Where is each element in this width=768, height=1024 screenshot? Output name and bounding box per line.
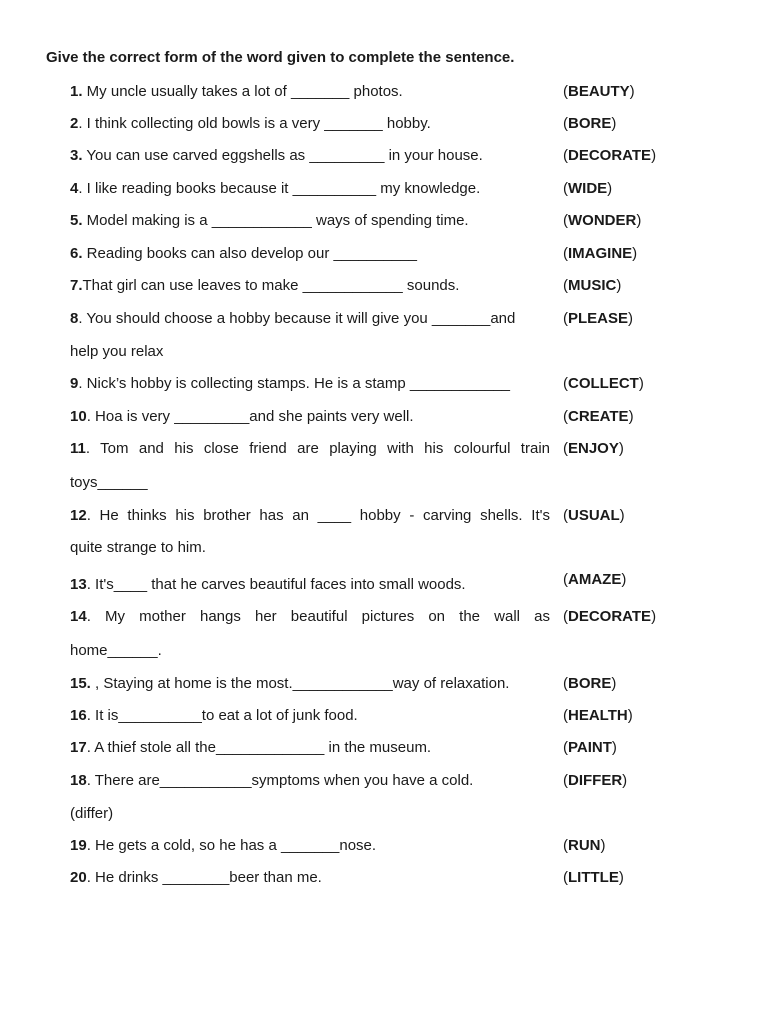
question-text: My uncle usually takes a lot of _______ photos. (82, 83, 403, 100)
question-number: 12 (70, 507, 87, 524)
word-hint-16: (HEALTH) (563, 707, 633, 724)
word-hint-9: (COLLECT) (563, 375, 644, 392)
word-hint-4: (WIDE) (563, 180, 613, 197)
question-14 (70, 607, 550, 627)
word-hint: ENJOY (568, 440, 619, 457)
question-5 (70, 211, 550, 231)
question-number: 4 (70, 180, 79, 197)
question-text: . Nick’s hobby is collecting stamps. He is a stamp ____________ (78, 375, 510, 392)
word-hint-10: (CREATE) (563, 408, 634, 425)
question-9 (70, 374, 550, 394)
question-text: . Tom and his close friend are playing with his colourful train (85, 440, 550, 457)
question-number: 8 (70, 310, 79, 327)
word-hint-2: (BORE) (563, 115, 617, 132)
question-number: 13 (70, 576, 87, 593)
word-hint-7: (MUSIC) (563, 277, 622, 294)
question-text: . I think collecting old bowls is a very _______ hobby. (78, 115, 431, 132)
question-text: . He gets a cold, so he has a _______nose. (86, 837, 377, 854)
word-hint: IMAGINE (568, 245, 633, 262)
question-number: 1. (70, 83, 83, 100)
question-1 (70, 82, 550, 102)
question-number: 15. (70, 675, 91, 692)
question-text: . There are___________symptoms when you have a cold. (86, 772, 474, 789)
question-4 (70, 179, 550, 199)
word-hint: WONDER (568, 212, 637, 229)
question-text: You can use carved eggshells as _________ in your house. (82, 147, 483, 164)
word-hint: PAINT (568, 739, 612, 756)
question-16 (70, 706, 550, 726)
word-hint-14: (DECORATE) (563, 608, 657, 625)
question-6 (70, 244, 550, 264)
question-text: . It is__________to eat a lot of junk food. (86, 707, 358, 724)
word-hint: COLLECT (568, 375, 639, 392)
word-hint: USUAL (568, 507, 620, 524)
question-14-continued: home______. (70, 642, 162, 659)
word-hint-20: (LITTLE) (563, 869, 624, 886)
question-12 (70, 506, 550, 526)
question-number: 19 (70, 837, 87, 854)
word-hint: PLEASE (568, 310, 629, 327)
question-text: , Staying at home is the most.____________way of relaxation. (90, 675, 510, 692)
question-12-continued: quite strange to him. (70, 539, 206, 556)
question-text: . You should choose a hobby because it will give you _______and (78, 310, 516, 327)
question-text: . It's____ that he carves beautiful faces into small woods. (86, 576, 466, 593)
question-3 (70, 146, 550, 166)
word-hint-8: (PLEASE) (563, 310, 634, 327)
question-number: 16 (70, 707, 87, 724)
word-hint-17: (PAINT) (563, 739, 617, 756)
word-hint-11: (ENJOY) (563, 440, 624, 457)
word-hint: BEAUTY (568, 83, 630, 100)
question-number: 5. (70, 212, 83, 229)
question-number: 18 (70, 772, 87, 789)
question-13 (70, 575, 550, 595)
question-11 (70, 439, 550, 459)
question-text: . He thinks his brother has an ____ hobby - carving shells. It's (86, 507, 550, 524)
question-15 (70, 674, 550, 694)
question-2 (70, 114, 550, 134)
question-20 (70, 868, 550, 888)
word-hint: AMAZE (568, 571, 622, 588)
word-hint: BORE (568, 675, 612, 692)
word-hint: DECORATE (568, 608, 652, 625)
question-number: 7. (70, 277, 83, 294)
question-text: . Hoa is very _________and she paints very well. (86, 408, 414, 425)
question-text: That girl can use leaves to make ____________ sounds. (82, 277, 460, 294)
question-number: 11 (70, 440, 86, 457)
question-8 (70, 309, 550, 329)
word-hint-3: (DECORATE) (563, 147, 657, 164)
question-number: 2 (70, 115, 79, 132)
question-text: . I like reading books because it __________ my knowledge. (78, 180, 481, 197)
question-text: Reading books can also develop our __________ (82, 245, 417, 262)
question-number: 6. (70, 245, 83, 262)
question-text: . He drinks ________beer than me. (86, 869, 322, 886)
word-hint: MUSIC (568, 277, 617, 294)
word-hint: RUN (568, 837, 601, 854)
question-text: . My mother hangs her beautiful pictures on the wall as (86, 608, 550, 625)
question-17 (70, 738, 550, 758)
word-hint: BORE (568, 115, 612, 132)
question-number: 10 (70, 408, 87, 425)
word-hint: DECORATE (568, 147, 652, 164)
word-hint-13: (AMAZE) (563, 571, 627, 588)
word-hint: HEALTH (568, 707, 628, 724)
question-11-continued: toys______ (70, 474, 148, 491)
question-text: Model making is a ____________ ways of spending time. (82, 212, 469, 229)
word-hint: CREATE (568, 408, 629, 425)
word-hint-15: (BORE) (563, 675, 617, 692)
word-hint-12: (USUAL) (563, 507, 625, 524)
question-text: . A thief stole all the_____________ in the museum. (86, 739, 432, 756)
word-hint: WIDE (568, 180, 608, 197)
word-hint-6: (IMAGINE) (563, 245, 638, 262)
word-hint: LITTLE (568, 869, 619, 886)
question-number: 3. (70, 147, 83, 164)
question-8-continued: help you relax (70, 343, 164, 360)
word-hint-19: (RUN) (563, 837, 606, 854)
question-18-continued: (differ) (70, 805, 114, 822)
word-hint-1: (BEAUTY) (563, 83, 635, 100)
question-number: 20 (70, 869, 87, 886)
question-10 (70, 407, 550, 427)
question-7 (70, 276, 550, 296)
question-number: 17 (70, 739, 87, 756)
question-number: 9 (70, 375, 79, 392)
question-19 (70, 836, 550, 856)
word-hint-18: (DIFFER) (563, 772, 628, 789)
question-number: 14 (70, 608, 87, 625)
worksheet-title: Give the correct form of the word given to complete the sentence. (46, 49, 515, 66)
question-18 (70, 771, 550, 791)
word-hint: DIFFER (568, 772, 623, 789)
word-hint-5: (WONDER) (563, 212, 642, 229)
